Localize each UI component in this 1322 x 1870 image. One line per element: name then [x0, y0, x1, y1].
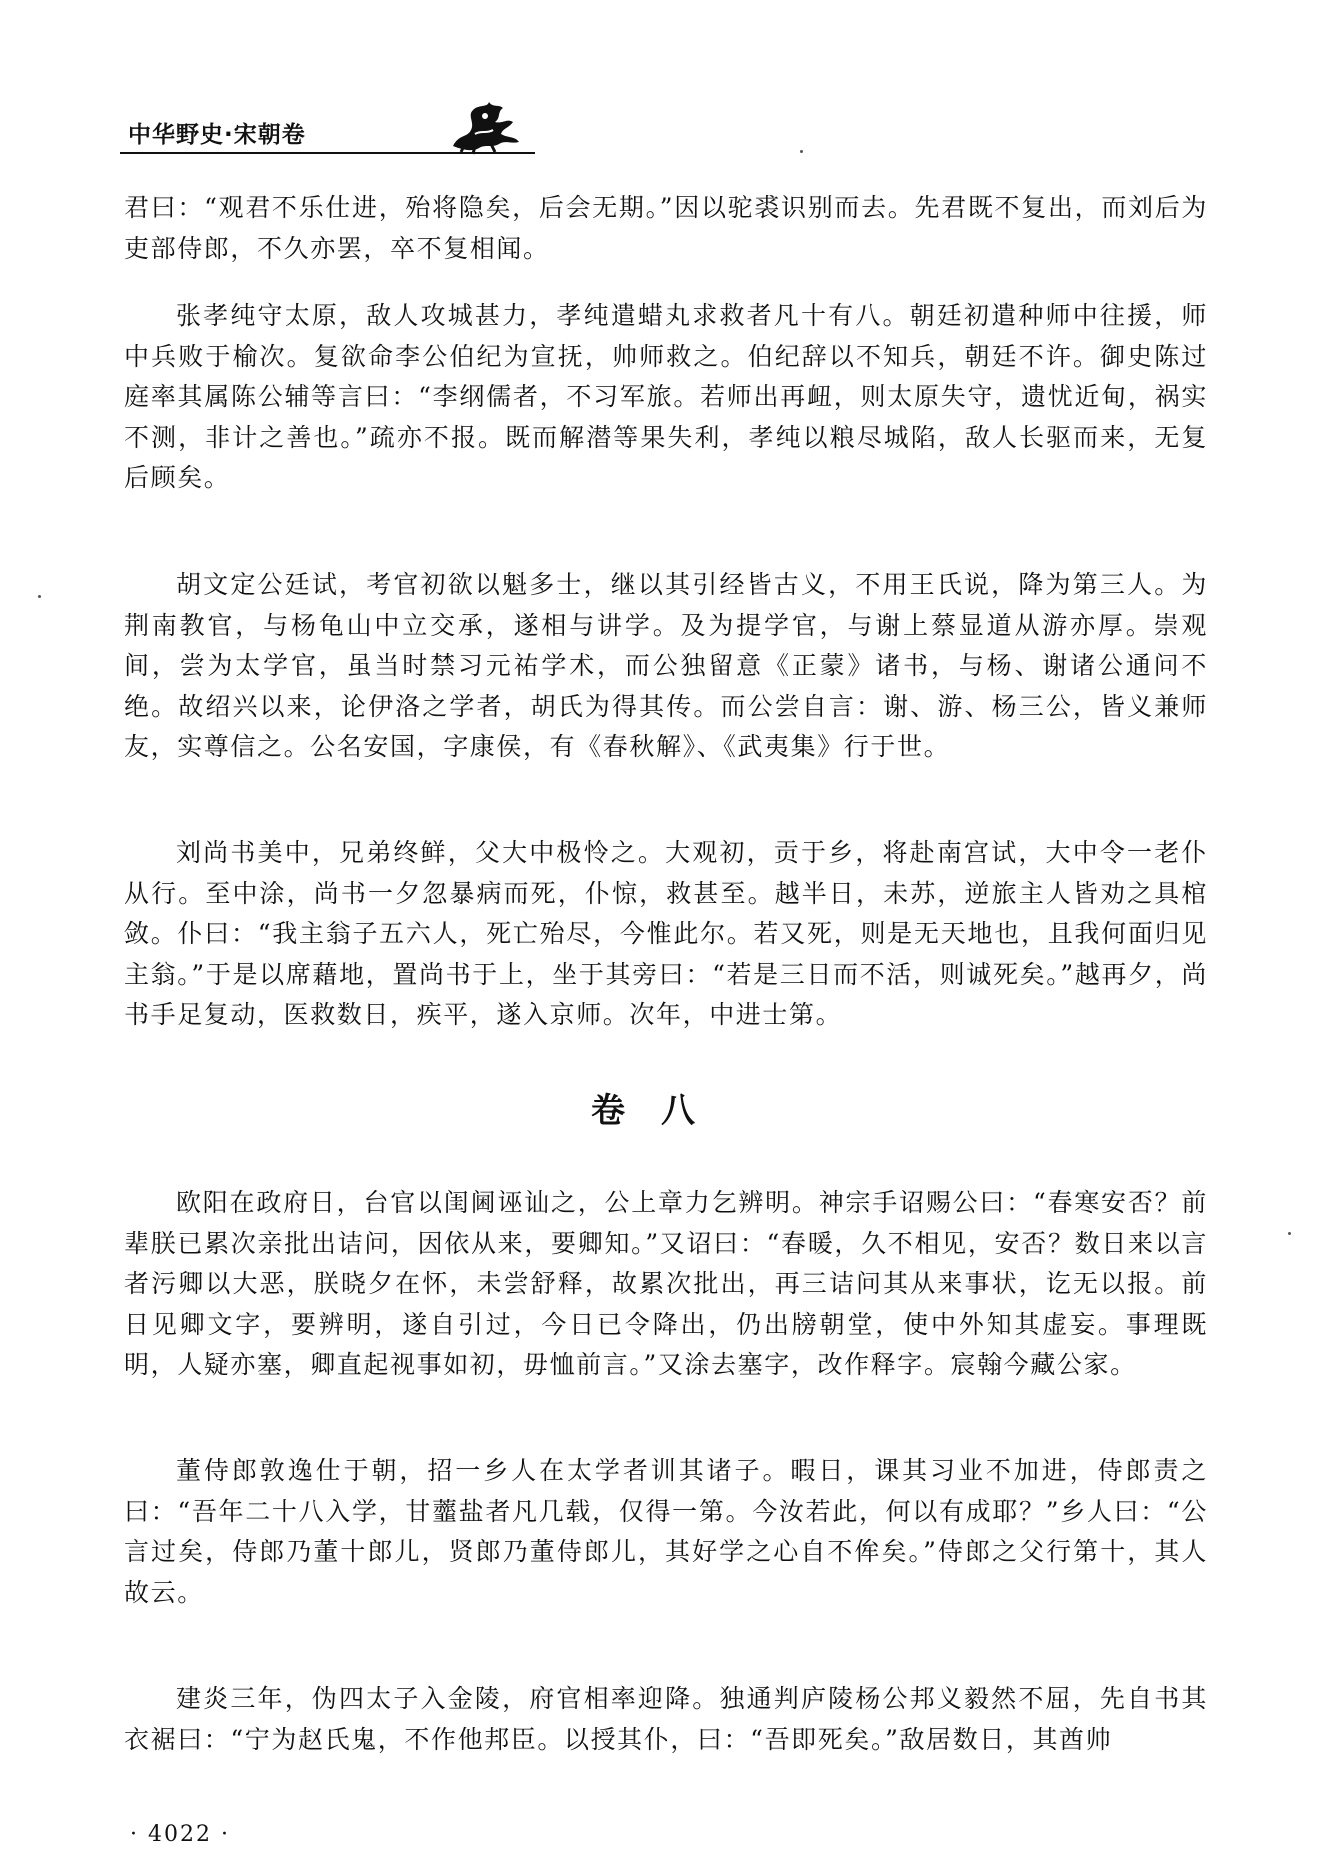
- scan-speck: [800, 150, 803, 153]
- book-title: 中华野史·宋朝卷: [128, 122, 306, 148]
- paragraph-jianyan: 建炎三年，伪四太子入金陵，府官相率迎降。独通判庐陵杨公邦义毅然不屈，先自书其衣裾曰：“宁为赵氏鬼，不作他邦臣。以授其仆，曰：“吾即死矣。”敌居数日，其酋帅: [124, 1684, 1208, 1754]
- paragraph-hu-wending: 胡文定公廷试，考官初欲以魁多士，继以其引经皆古义，不用王氏说，降为第三人。为荆南教官，与杨龟山中立交承，遂相与讲学。及为提学官，与谢上蔡显道从游亦厚。崇观间，尝为太学官，虽当时禁习元祐学术，而公独留意《正蒙》诸书，与杨、谢诸公通问不绝。故绍兴以来，论伊洛之学者，胡氏为得其传。而公尝自言：谢、游、杨三公，皆义兼师友，实尊信之。公名安国，字康侯，有《春秋解》、《武夷集》行于世。: [124, 570, 1208, 761]
- scan-speck: [1288, 1232, 1291, 1235]
- page-number: · 4022 ·: [130, 1822, 230, 1847]
- paragraph-liu-shangshu: 刘尚书美中，兄弟终鲜，父大中极怜之。大观初，贡于乡，将赴南宫试，大中令一老仆从行。至中涂，尚书一夕忽暴病而死，仆惊，救甚至。越半日，未苏，逆旅主人皆劝之具棺敛。仆曰：“我主翁子五六人，死亡殆尽，今惟此尔。若又死，则是无天地也，且我何面归见主翁。”于是以席藉地，置尚书于上，坐于其旁曰：“若是三日而不活，则诚死矣。”越再夕，尚书手足复动，医救数日，疾平，遂入京师。次年，中进士第。: [124, 838, 1208, 1029]
- chapter-heading: 卷八: [591, 1091, 731, 1131]
- paragraph-zhang-xiaochun: 张孝纯守太原，敌人攻城甚力，孝纯遣蜡丸求救者凡十有八。朝廷初遣种师中往援，师中兵败于榆次。复欲命李公伯纪为宣抚，帅师救之。伯纪辞以不知兵，朝廷不许。御史陈过庭率其属陈公辅等言曰：“李纲儒者，不习军旅。若师出再衄，则太原失守，遗忧近甸，祸实不测，非计之善也。”疏亦不报。既而解潜等果失利，孝纯以粮尽城陷，敌人长驱而来，无复后顾矣。: [124, 301, 1208, 492]
- paragraph-ouyang: 欧阳在政府日，台官以闺阃诬讪之，公上章力乞辨明。神宗手诏赐公曰：“春寒安否？前辈朕已累次亲批出诘问，因依从来，要卿知。”又诏曰：“春暖，久不相见，安否？数日来以言者污卿以大恶，朕晓夕在怀，未尝舒释，故累次批出，再三诘问其从来事状，讫无以报。前日见卿文字，要辨明，遂自引过，今日已令降出，仍出牓朝堂，使中外知其虚妄。事理既明，人疑亦塞，卿直起视事如初，毋恤前言。”又涂去塞字，改作释字。宸翰今藏公家。: [124, 1188, 1208, 1379]
- dragon-icon: [445, 94, 525, 156]
- paragraph-continuation: 君曰：“观君不乐仕进，殆将隐矣，后会无期。”因以驼裘识别而去。先君既不复出，而刘后为吏部侍郎，不久亦罢，卒不复相闻。: [124, 193, 1208, 263]
- paragraph-dong-shilang: 董侍郎敦逸仕于朝，招一乡人在太学者训其诸子。暇日，课其习业不加进，侍郎责之曰：“吾年二十八入学，甘虀盐者凡几载，仅得一第。今汝若此，何以有成耶？”乡人曰：“公言过矣，侍郎乃董十郎儿，贤郎乃董侍郎儿，其好学之心自不侔矣。”侍郎之父行第十，其人故云。: [124, 1456, 1208, 1607]
- running-header: [120, 108, 535, 160]
- scan-speck: [38, 595, 41, 598]
- header-rule: [120, 152, 535, 154]
